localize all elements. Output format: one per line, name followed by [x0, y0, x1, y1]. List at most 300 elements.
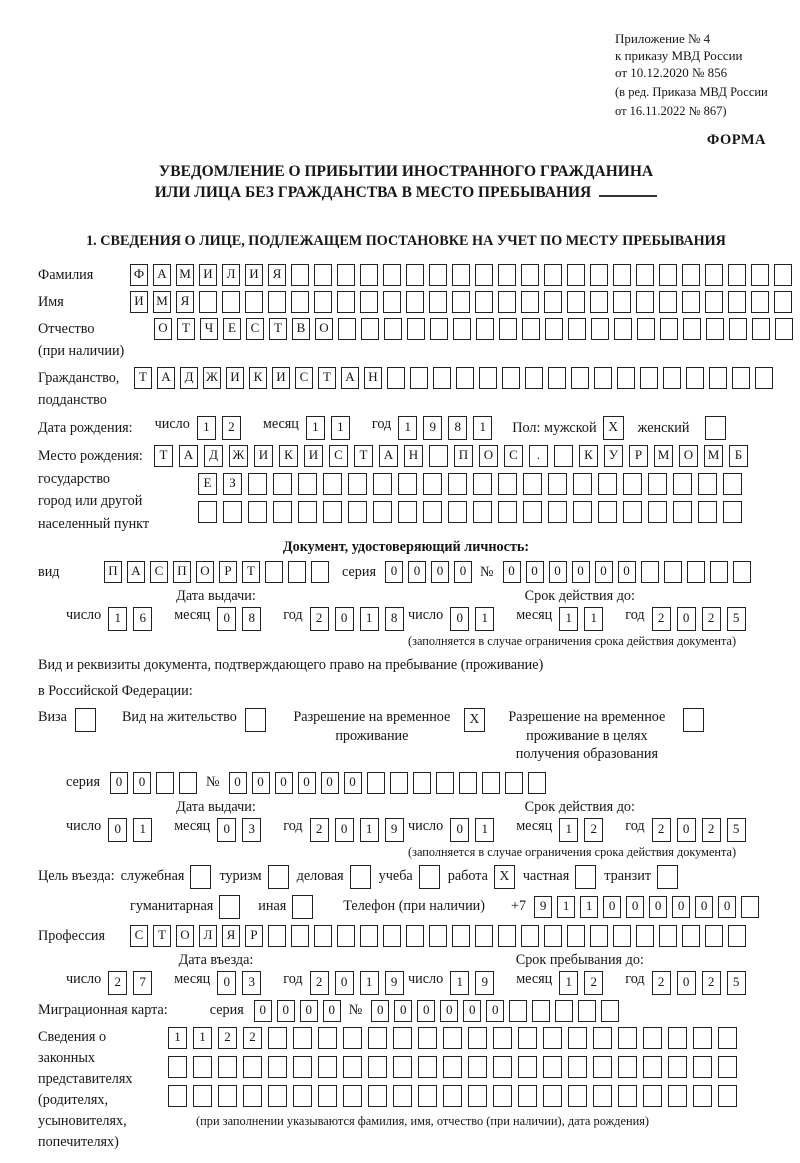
- char-box[interactable]: [248, 501, 267, 523]
- char-box[interactable]: [718, 1027, 737, 1049]
- year-box[interactable]: 5: [727, 971, 746, 995]
- purpose-tranzit-checkbox[interactable]: [657, 865, 678, 889]
- char-box[interactable]: [343, 1056, 362, 1078]
- char-box[interactable]: [543, 1027, 562, 1049]
- char-box[interactable]: О: [196, 561, 214, 583]
- char-box[interactable]: [268, 1027, 287, 1049]
- residence-permit-checkbox[interactable]: [245, 708, 266, 732]
- char-box[interactable]: М: [704, 445, 723, 467]
- char-box[interactable]: [418, 1027, 437, 1049]
- char-box[interactable]: [398, 473, 417, 495]
- char-box[interactable]: [733, 561, 751, 583]
- char-box[interactable]: Ж: [203, 367, 221, 389]
- char-box[interactable]: М: [153, 291, 171, 313]
- char-box[interactable]: [168, 1056, 187, 1078]
- char-box[interactable]: [273, 501, 292, 523]
- char-box[interactable]: [291, 925, 309, 947]
- month-box[interactable]: 2: [584, 818, 603, 842]
- char-box[interactable]: М: [654, 445, 673, 467]
- char-box[interactable]: [243, 1056, 262, 1078]
- char-box[interactable]: Б: [729, 445, 748, 467]
- char-box[interactable]: [468, 1085, 487, 1107]
- char-box[interactable]: [493, 1085, 512, 1107]
- char-box[interactable]: [406, 264, 424, 286]
- char-box[interactable]: [468, 1027, 487, 1049]
- char-box[interactable]: [659, 925, 677, 947]
- year-box[interactable]: 1: [398, 416, 417, 440]
- char-box[interactable]: Р: [245, 925, 263, 947]
- char-box[interactable]: [718, 1056, 737, 1078]
- char-box[interactable]: [343, 1085, 362, 1107]
- char-box[interactable]: Т: [318, 367, 336, 389]
- char-box[interactable]: 0: [463, 1000, 481, 1022]
- char-box[interactable]: [179, 772, 197, 794]
- char-box[interactable]: 0: [486, 1000, 504, 1022]
- year-box[interactable]: 0: [335, 971, 354, 995]
- char-box[interactable]: С: [246, 318, 264, 340]
- year-box[interactable]: 2: [652, 971, 671, 995]
- char-box[interactable]: [337, 925, 355, 947]
- month-box[interactable]: 1: [559, 818, 578, 842]
- char-box[interactable]: [398, 501, 417, 523]
- char-box[interactable]: [593, 1027, 612, 1049]
- char-box[interactable]: [598, 473, 617, 495]
- char-box[interactable]: И: [130, 291, 148, 313]
- char-box[interactable]: [555, 1000, 573, 1022]
- char-box[interactable]: 0: [549, 561, 567, 583]
- temp-residence-education-checkbox[interactable]: [683, 708, 704, 732]
- char-box[interactable]: [288, 561, 306, 583]
- char-box[interactable]: Д: [180, 367, 198, 389]
- char-box[interactable]: [436, 772, 454, 794]
- char-box[interactable]: 9: [534, 896, 552, 918]
- char-box[interactable]: [498, 925, 516, 947]
- char-box[interactable]: 0: [649, 896, 667, 918]
- char-box[interactable]: [337, 291, 355, 313]
- char-box[interactable]: [418, 1056, 437, 1078]
- char-box[interactable]: [568, 318, 586, 340]
- char-box[interactable]: И: [245, 264, 263, 286]
- char-box[interactable]: [693, 1027, 712, 1049]
- char-box[interactable]: [687, 561, 705, 583]
- char-box[interactable]: [636, 264, 654, 286]
- day-box[interactable]: 1: [450, 971, 469, 995]
- char-box[interactable]: [323, 473, 342, 495]
- char-box[interactable]: О: [154, 318, 172, 340]
- purpose-gumanitarnaya-checkbox[interactable]: [219, 895, 240, 919]
- char-box[interactable]: [718, 1085, 737, 1107]
- char-box[interactable]: А: [341, 367, 359, 389]
- char-box[interactable]: П: [454, 445, 473, 467]
- char-box[interactable]: [594, 367, 612, 389]
- day-box[interactable]: 1: [197, 416, 216, 440]
- char-box[interactable]: К: [279, 445, 298, 467]
- char-box[interactable]: [199, 291, 217, 313]
- char-box[interactable]: [268, 925, 286, 947]
- char-box[interactable]: [475, 925, 493, 947]
- char-box[interactable]: М: [176, 264, 194, 286]
- char-box[interactable]: [348, 473, 367, 495]
- char-box[interactable]: [571, 367, 589, 389]
- year-box[interactable]: 9: [385, 818, 404, 842]
- char-box[interactable]: [567, 264, 585, 286]
- char-box[interactable]: Т: [154, 445, 173, 467]
- char-box[interactable]: [544, 925, 562, 947]
- char-box[interactable]: [318, 1085, 337, 1107]
- month-box[interactable]: 3: [242, 971, 261, 995]
- year-box[interactable]: 1: [360, 607, 379, 631]
- char-box[interactable]: И: [254, 445, 273, 467]
- char-box[interactable]: [318, 1027, 337, 1049]
- char-box[interactable]: [406, 291, 424, 313]
- char-box[interactable]: П: [104, 561, 122, 583]
- char-box[interactable]: С: [150, 561, 168, 583]
- char-box[interactable]: [686, 367, 704, 389]
- char-box[interactable]: [223, 501, 242, 523]
- char-box[interactable]: Т: [153, 925, 171, 947]
- char-box[interactable]: [245, 291, 263, 313]
- char-box[interactable]: [698, 473, 717, 495]
- char-box[interactable]: К: [579, 445, 598, 467]
- char-box[interactable]: [673, 473, 692, 495]
- char-box[interactable]: [705, 264, 723, 286]
- char-box[interactable]: [314, 291, 332, 313]
- char-box[interactable]: [338, 318, 356, 340]
- char-box[interactable]: [682, 264, 700, 286]
- char-box[interactable]: Р: [629, 445, 648, 467]
- char-box[interactable]: [218, 1056, 237, 1078]
- char-box[interactable]: Ч: [200, 318, 218, 340]
- year-box[interactable]: 1: [360, 818, 379, 842]
- char-box[interactable]: [383, 291, 401, 313]
- char-box[interactable]: [493, 1027, 512, 1049]
- char-box[interactable]: [728, 925, 746, 947]
- year-box[interactable]: 2: [652, 818, 671, 842]
- char-box[interactable]: [509, 1000, 527, 1022]
- char-box[interactable]: 0: [718, 896, 736, 918]
- char-box[interactable]: [443, 1056, 462, 1078]
- char-box[interactable]: [390, 772, 408, 794]
- char-box[interactable]: [548, 473, 567, 495]
- char-box[interactable]: [643, 1085, 662, 1107]
- visa-checkbox[interactable]: [75, 708, 96, 732]
- char-box[interactable]: [368, 1056, 387, 1078]
- char-box[interactable]: [475, 264, 493, 286]
- char-box[interactable]: [548, 501, 567, 523]
- char-box[interactable]: [373, 501, 392, 523]
- year-box[interactable]: 5: [727, 607, 746, 631]
- char-box[interactable]: И: [226, 367, 244, 389]
- char-box[interactable]: [663, 367, 681, 389]
- char-box[interactable]: [273, 473, 292, 495]
- char-box[interactable]: [706, 318, 724, 340]
- char-box[interactable]: 0: [344, 772, 362, 794]
- char-box[interactable]: [528, 772, 546, 794]
- char-box[interactable]: [387, 367, 405, 389]
- char-box[interactable]: [705, 291, 723, 313]
- purpose-sluzhebnaya-checkbox[interactable]: [190, 865, 211, 889]
- month-box[interactable]: 8: [242, 607, 261, 631]
- char-box[interactable]: И: [304, 445, 323, 467]
- char-box[interactable]: [710, 561, 728, 583]
- char-box[interactable]: [668, 1056, 687, 1078]
- char-box[interactable]: [368, 1085, 387, 1107]
- char-box[interactable]: [393, 1085, 412, 1107]
- char-box[interactable]: [705, 925, 723, 947]
- char-box[interactable]: С: [504, 445, 523, 467]
- char-box[interactable]: [673, 501, 692, 523]
- char-box[interactable]: А: [127, 561, 145, 583]
- char-box[interactable]: Е: [198, 473, 217, 495]
- char-box[interactable]: [543, 1085, 562, 1107]
- char-box[interactable]: [648, 473, 667, 495]
- char-box[interactable]: [418, 1085, 437, 1107]
- purpose-delovaya-checkbox[interactable]: [350, 865, 371, 889]
- char-box[interactable]: [613, 264, 631, 286]
- year-box[interactable]: 2: [310, 818, 329, 842]
- char-box[interactable]: 0: [300, 1000, 318, 1022]
- char-box[interactable]: [544, 291, 562, 313]
- char-box[interactable]: [348, 501, 367, 523]
- char-box[interactable]: [668, 1085, 687, 1107]
- char-box[interactable]: [751, 264, 769, 286]
- char-box[interactable]: [590, 925, 608, 947]
- char-box[interactable]: [498, 291, 516, 313]
- char-box[interactable]: [268, 291, 286, 313]
- char-box[interactable]: [643, 1027, 662, 1049]
- char-box[interactable]: [567, 925, 585, 947]
- month-box[interactable]: 3: [242, 818, 261, 842]
- purpose-ucheba-checkbox[interactable]: [419, 865, 440, 889]
- char-box[interactable]: [598, 501, 617, 523]
- char-box[interactable]: Т: [134, 367, 152, 389]
- char-box[interactable]: [521, 291, 539, 313]
- char-box[interactable]: [443, 1085, 462, 1107]
- char-box[interactable]: А: [379, 445, 398, 467]
- char-box[interactable]: [755, 367, 773, 389]
- char-box[interactable]: У: [604, 445, 623, 467]
- char-box[interactable]: [293, 1027, 312, 1049]
- year-box[interactable]: 1: [473, 416, 492, 440]
- char-box[interactable]: [360, 291, 378, 313]
- char-box[interactable]: [291, 264, 309, 286]
- char-box[interactable]: А: [153, 264, 171, 286]
- char-box[interactable]: [728, 264, 746, 286]
- char-box[interactable]: 0: [408, 561, 426, 583]
- char-box[interactable]: Я: [176, 291, 194, 313]
- day-box[interactable]: 2: [108, 971, 127, 995]
- char-box[interactable]: [601, 1000, 619, 1022]
- char-box[interactable]: 0: [277, 1000, 295, 1022]
- char-box[interactable]: [591, 318, 609, 340]
- day-box[interactable]: 0: [450, 818, 469, 842]
- char-box[interactable]: [298, 473, 317, 495]
- char-box[interactable]: Т: [242, 561, 260, 583]
- char-box[interactable]: [360, 264, 378, 286]
- char-box[interactable]: [218, 1085, 237, 1107]
- char-box[interactable]: [636, 291, 654, 313]
- char-box[interactable]: [499, 318, 517, 340]
- purpose-turizm-checkbox[interactable]: [268, 865, 289, 889]
- char-box[interactable]: В: [292, 318, 310, 340]
- char-box[interactable]: [383, 264, 401, 286]
- char-box[interactable]: [521, 925, 539, 947]
- char-box[interactable]: 0: [526, 561, 544, 583]
- gender-male-checkbox[interactable]: X: [603, 416, 624, 440]
- char-box[interactable]: [502, 367, 520, 389]
- char-box[interactable]: 0: [321, 772, 339, 794]
- year-box[interactable]: 5: [727, 818, 746, 842]
- char-box[interactable]: [723, 501, 742, 523]
- char-box[interactable]: [590, 291, 608, 313]
- char-box[interactable]: [222, 291, 240, 313]
- day-box[interactable]: 9: [475, 971, 494, 995]
- char-box[interactable]: [709, 367, 727, 389]
- char-box[interactable]: [493, 1056, 512, 1078]
- purpose-inaya-checkbox[interactable]: [292, 895, 313, 919]
- char-box[interactable]: [393, 1027, 412, 1049]
- char-box[interactable]: [456, 367, 474, 389]
- char-box[interactable]: [318, 1056, 337, 1078]
- month-box[interactable]: 0: [217, 971, 236, 995]
- char-box[interactable]: 0: [110, 772, 128, 794]
- char-box[interactable]: 1: [193, 1027, 212, 1049]
- day-box[interactable]: 6: [133, 607, 152, 631]
- char-box[interactable]: [433, 367, 451, 389]
- char-box[interactable]: [640, 367, 658, 389]
- month-box[interactable]: 1: [306, 416, 325, 440]
- char-box[interactable]: [723, 473, 742, 495]
- char-box[interactable]: [623, 501, 642, 523]
- year-box[interactable]: 2: [652, 607, 671, 631]
- char-box[interactable]: [293, 1056, 312, 1078]
- char-box[interactable]: [361, 318, 379, 340]
- char-box[interactable]: [518, 1027, 537, 1049]
- char-box[interactable]: 0: [275, 772, 293, 794]
- day-box[interactable]: 0: [450, 607, 469, 631]
- char-box[interactable]: [193, 1056, 212, 1078]
- char-box[interactable]: 0: [695, 896, 713, 918]
- char-box[interactable]: 0: [323, 1000, 341, 1022]
- char-box[interactable]: И: [199, 264, 217, 286]
- char-box[interactable]: [479, 367, 497, 389]
- char-box[interactable]: [429, 445, 448, 467]
- char-box[interactable]: [518, 1085, 537, 1107]
- char-box[interactable]: 2: [218, 1027, 237, 1049]
- char-box[interactable]: [554, 445, 573, 467]
- char-box[interactable]: [459, 772, 477, 794]
- char-box[interactable]: [636, 925, 654, 947]
- char-box[interactable]: [168, 1085, 187, 1107]
- char-box[interactable]: [521, 264, 539, 286]
- year-box[interactable]: 8: [448, 416, 467, 440]
- char-box[interactable]: [568, 1027, 587, 1049]
- char-box[interactable]: 0: [603, 896, 621, 918]
- year-box[interactable]: 0: [677, 818, 696, 842]
- char-box[interactable]: [406, 925, 424, 947]
- char-box[interactable]: Я: [222, 925, 240, 947]
- month-box[interactable]: 0: [217, 818, 236, 842]
- char-box[interactable]: З: [223, 473, 242, 495]
- char-box[interactable]: 0: [298, 772, 316, 794]
- year-box[interactable]: 2: [702, 818, 721, 842]
- char-box[interactable]: [498, 501, 517, 523]
- char-box[interactable]: Д: [204, 445, 223, 467]
- char-box[interactable]: [482, 772, 500, 794]
- month-box[interactable]: 2: [584, 971, 603, 995]
- day-box[interactable]: 1: [108, 607, 127, 631]
- char-box[interactable]: Т: [269, 318, 287, 340]
- char-box[interactable]: [775, 318, 793, 340]
- char-box[interactable]: О: [679, 445, 698, 467]
- char-box[interactable]: [368, 1027, 387, 1049]
- char-box[interactable]: [774, 291, 792, 313]
- char-box[interactable]: [311, 561, 329, 583]
- month-box[interactable]: 1: [584, 607, 603, 631]
- char-box[interactable]: 0: [133, 772, 151, 794]
- year-box[interactable]: 8: [385, 607, 404, 631]
- char-box[interactable]: [373, 473, 392, 495]
- char-box[interactable]: [291, 291, 309, 313]
- char-box[interactable]: А: [157, 367, 175, 389]
- char-box[interactable]: [774, 264, 792, 286]
- year-box[interactable]: 2: [702, 971, 721, 995]
- char-box[interactable]: 1: [168, 1027, 187, 1049]
- char-box[interactable]: [729, 318, 747, 340]
- char-box[interactable]: [728, 291, 746, 313]
- char-box[interactable]: 0: [454, 561, 472, 583]
- char-box[interactable]: [473, 501, 492, 523]
- year-box[interactable]: 2: [310, 971, 329, 995]
- char-box[interactable]: [429, 291, 447, 313]
- char-box[interactable]: [548, 367, 566, 389]
- gender-female-checkbox[interactable]: [705, 416, 726, 440]
- char-box[interactable]: [360, 925, 378, 947]
- char-box[interactable]: [298, 501, 317, 523]
- month-box[interactable]: 0: [217, 607, 236, 631]
- char-box[interactable]: [156, 772, 174, 794]
- char-box[interactable]: [698, 501, 717, 523]
- month-box[interactable]: 1: [559, 607, 578, 631]
- char-box[interactable]: [475, 291, 493, 313]
- char-box[interactable]: [618, 1056, 637, 1078]
- char-box[interactable]: [573, 473, 592, 495]
- day-box[interactable]: 0: [108, 818, 127, 842]
- char-box[interactable]: 0: [394, 1000, 412, 1022]
- char-box[interactable]: Л: [199, 925, 217, 947]
- char-box[interactable]: [641, 561, 659, 583]
- char-box[interactable]: Т: [354, 445, 373, 467]
- char-box[interactable]: [613, 291, 631, 313]
- char-box[interactable]: К: [249, 367, 267, 389]
- char-box[interactable]: Я: [268, 264, 286, 286]
- char-box[interactable]: Н: [364, 367, 382, 389]
- char-box[interactable]: [567, 291, 585, 313]
- char-box[interactable]: [413, 772, 431, 794]
- char-box[interactable]: [659, 291, 677, 313]
- char-box[interactable]: [523, 501, 542, 523]
- day-box[interactable]: 1: [475, 818, 494, 842]
- char-box[interactable]: [505, 772, 523, 794]
- char-box[interactable]: 0: [252, 772, 270, 794]
- char-box[interactable]: 1: [557, 896, 575, 918]
- char-box[interactable]: [683, 318, 701, 340]
- char-box[interactable]: [367, 772, 385, 794]
- char-box[interactable]: [383, 925, 401, 947]
- char-box[interactable]: А: [179, 445, 198, 467]
- char-box[interactable]: [265, 561, 283, 583]
- purpose-chastnaya-checkbox[interactable]: [575, 865, 596, 889]
